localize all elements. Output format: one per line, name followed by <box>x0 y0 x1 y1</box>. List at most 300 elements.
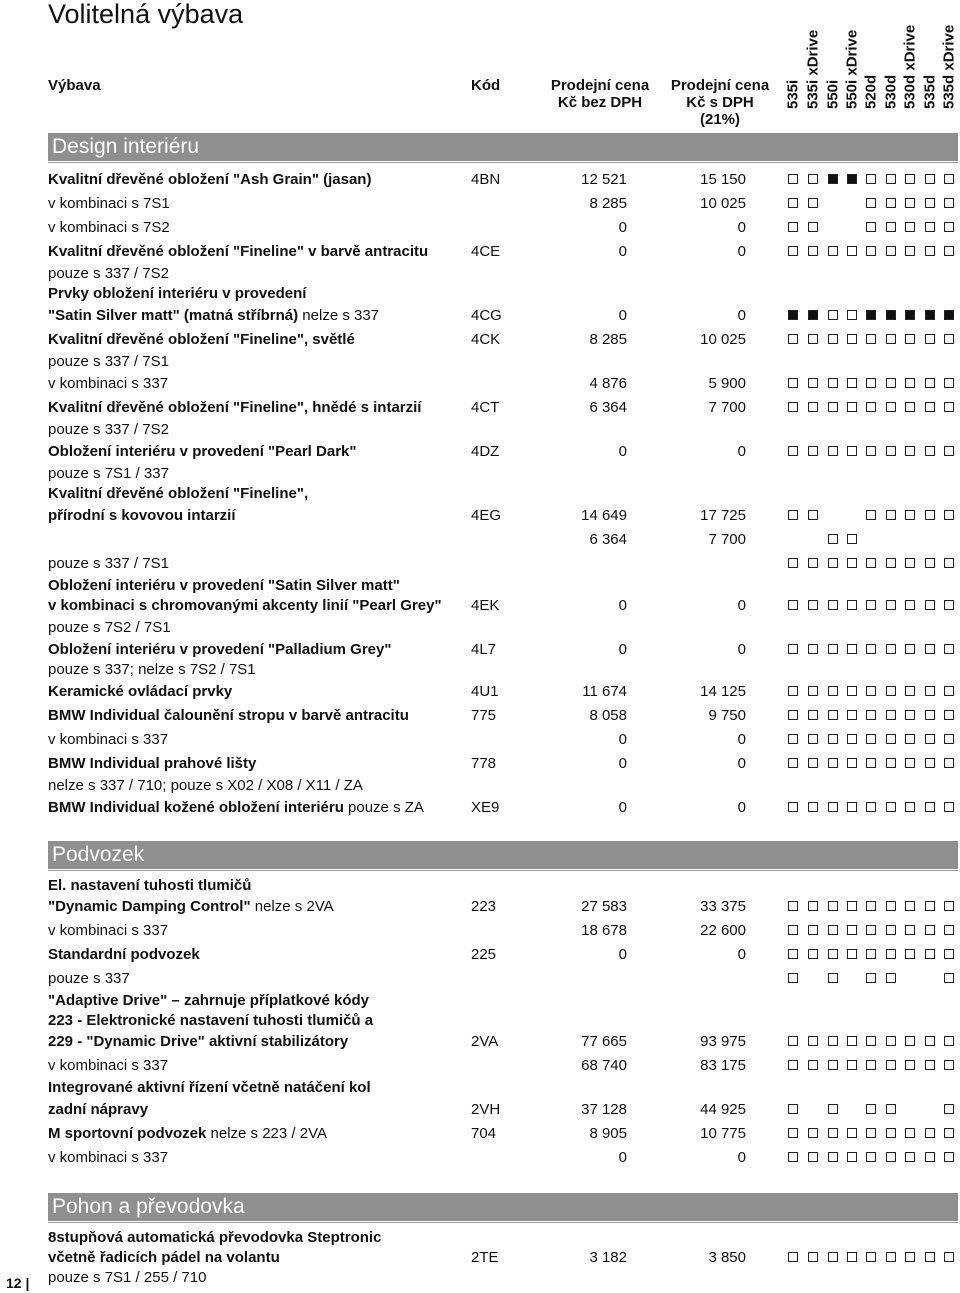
row-label-part: "Dynamic Damping Control" <box>48 898 255 915</box>
model-header-7 <box>920 26 939 126</box>
row-code: 4EG <box>471 507 502 524</box>
row-label-part: nelze s 337 / 710; pouze s X02 / X08 / X11 / ZA <box>48 777 363 794</box>
row-price-net: 14 649 <box>581 507 627 524</box>
row-price-net: 4 876 <box>589 375 627 392</box>
optional-equipment-square <box>886 334 896 344</box>
model-header-3 <box>842 26 861 126</box>
standard-equipment-square <box>886 310 896 320</box>
row-price-gross: 0 <box>737 799 746 816</box>
optional-equipment-square <box>788 901 798 911</box>
row-label <box>48 704 409 728</box>
row-label-part: přírodní s kovovou intarzií <box>48 507 236 524</box>
row-label-part: Standardní podvozek <box>48 946 200 963</box>
row-code: 223 <box>471 898 497 915</box>
header-price-gross-line3: (21%) <box>699 111 740 128</box>
row-label <box>48 616 171 640</box>
optional-equipment-square <box>866 1128 876 1138</box>
optional-equipment-square <box>886 402 896 412</box>
section-divider <box>48 162 958 163</box>
model-header-label: 530d <box>882 74 899 109</box>
row-label <box>48 418 169 442</box>
optional-equipment-square <box>905 949 915 959</box>
optional-equipment-square <box>866 1152 876 1162</box>
optional-equipment-square <box>808 446 818 456</box>
optional-equipment-square <box>828 402 838 412</box>
row-label-part: M sportovní podvozek <box>48 1125 211 1142</box>
optional-equipment-square <box>828 600 838 610</box>
optional-equipment-square <box>925 758 935 768</box>
optional-equipment-square <box>788 446 798 456</box>
row-label-part: v kombinaci s 7S1 <box>48 195 170 212</box>
model-header-label: 520d <box>862 74 879 109</box>
row-price-net: 27 583 <box>581 898 627 915</box>
table-row <box>0 304 960 328</box>
optional-equipment-square <box>788 334 798 344</box>
optional-equipment-square <box>944 1252 954 1262</box>
row-label <box>48 372 168 396</box>
row-label <box>48 728 168 752</box>
row-label-part: v kombinaci s 337 <box>48 1149 169 1166</box>
optional-equipment-square <box>905 600 915 610</box>
row-label-part: Keramické ovládací prvky <box>48 683 233 700</box>
row-price-net: 0 <box>618 597 627 614</box>
row-price-net: 0 <box>618 443 627 460</box>
optional-equipment-square <box>886 1060 896 1070</box>
optional-equipment-square <box>808 1036 818 1046</box>
row-label-part: Prvky obložení interiéru v provedení <box>48 285 307 302</box>
optional-equipment-square <box>925 334 935 344</box>
optional-equipment-square <box>944 1128 954 1138</box>
row-label <box>48 1146 168 1170</box>
row-price-gross: 5 900 <box>708 375 746 392</box>
optional-equipment-square <box>886 1152 896 1162</box>
row-price-gross: 0 <box>737 243 746 260</box>
table-row <box>0 1076 960 1100</box>
row-label-part: pouze s 337 <box>48 970 130 987</box>
optional-equipment-square <box>866 1104 876 1114</box>
optional-equipment-square <box>828 758 838 768</box>
table-row <box>0 658 960 682</box>
row-label-part: pouze s 337 / 7S2 <box>48 265 169 282</box>
row-price-gross: 0 <box>737 731 746 748</box>
optional-equipment-square <box>886 734 896 744</box>
optional-equipment-square <box>866 600 876 610</box>
optional-equipment-square <box>788 1060 798 1070</box>
row-code: 2TE <box>471 1249 499 1266</box>
row-label-part: pouze s 7S2 / 7S1 <box>48 619 171 636</box>
optional-equipment-square <box>866 510 876 520</box>
row-label <box>48 282 306 306</box>
table-row <box>0 594 960 618</box>
optional-equipment-square <box>808 1060 818 1070</box>
optional-equipment-square <box>866 1252 876 1262</box>
optional-equipment-square <box>828 710 838 720</box>
section-title: Pohon a převodovka <box>52 1195 245 1218</box>
row-price-net: 8 285 <box>589 331 627 348</box>
optional-equipment-square <box>886 246 896 256</box>
optional-equipment-square <box>866 174 876 184</box>
optional-equipment-square <box>828 446 838 456</box>
row-label-part: "Adaptive Drive" – zahrnuje příplatkové kódy <box>48 992 369 1009</box>
row-price-gross: 10 025 <box>700 195 746 212</box>
optional-equipment-square <box>788 1152 798 1162</box>
optional-equipment-square <box>847 802 857 812</box>
optional-equipment-square <box>925 644 935 654</box>
optional-equipment-square <box>944 402 954 412</box>
optional-equipment-square <box>808 510 818 520</box>
row-price-gross: 44 925 <box>700 1101 746 1118</box>
row-price-gross: 10 025 <box>700 331 746 348</box>
row-label-part: Obložení interiéru v provedení "Satin Silver matt" <box>48 577 400 594</box>
optional-equipment-square <box>828 1104 838 1114</box>
standard-equipment-square <box>828 174 838 184</box>
optional-equipment-square <box>944 198 954 208</box>
optional-equipment-square <box>828 949 838 959</box>
optional-equipment-square <box>808 378 818 388</box>
standard-equipment-square <box>866 310 876 320</box>
row-price-gross: 83 175 <box>700 1057 746 1074</box>
model-header-1 <box>803 26 822 126</box>
row-label <box>48 1009 373 1033</box>
optional-equipment-square <box>866 925 876 935</box>
row-label-part: pouze s 337 / 7S1 <box>48 353 169 370</box>
optional-equipment-square <box>788 378 798 388</box>
row-code: 4CE <box>471 243 501 260</box>
table-row <box>0 796 960 820</box>
row-label <box>48 504 236 528</box>
optional-equipment-square <box>925 198 935 208</box>
optional-equipment-square <box>847 600 857 610</box>
model-header-label: 550i <box>824 79 841 109</box>
row-label-part: v kombinaci s 337 <box>48 375 169 392</box>
header-price-net-line1: Prodejní cena <box>550 77 650 94</box>
row-label <box>48 552 169 576</box>
optional-equipment-square <box>847 1252 857 1262</box>
row-label-part: v kombinaci s 337 <box>48 1057 169 1074</box>
optional-equipment-square <box>866 901 876 911</box>
row-price-net: 8 905 <box>589 1125 627 1142</box>
optional-equipment-square <box>886 710 896 720</box>
optional-equipment-square <box>847 558 857 568</box>
header-price-net-line2: Kč bez DPH <box>557 94 643 111</box>
optional-equipment-square <box>886 222 896 232</box>
row-price-gross: 0 <box>737 1149 746 1166</box>
row-label-part: Integrované aktivní řízení včetně natáčení kol <box>48 1079 371 1096</box>
optional-equipment-square <box>788 510 798 520</box>
table-row <box>0 216 960 240</box>
row-label-part: pouze s ZA <box>348 799 424 816</box>
optional-equipment-square <box>828 1036 838 1046</box>
optional-equipment-square <box>828 334 838 344</box>
optional-equipment-square <box>788 710 798 720</box>
row-price-gross: 0 <box>737 641 746 658</box>
row-price-net: 8 058 <box>589 707 627 724</box>
optional-equipment-square <box>847 644 857 654</box>
row-price-net: 68 740 <box>581 1057 627 1074</box>
optional-equipment-square <box>847 402 857 412</box>
optional-equipment-square <box>905 446 915 456</box>
optional-equipment-square <box>847 310 857 320</box>
optional-equipment-square <box>944 1060 954 1070</box>
optional-equipment-square <box>886 446 896 456</box>
optional-equipment-square <box>944 558 954 568</box>
optional-equipment-square <box>847 1036 857 1046</box>
optional-equipment-square <box>866 378 876 388</box>
row-label-part: Kvalitní dřevěné obložení "Fineline" v barvě antracitu <box>48 243 429 260</box>
optional-equipment-square <box>828 802 838 812</box>
row-price-gross: 0 <box>737 443 746 460</box>
optional-equipment-square <box>944 510 954 520</box>
optional-equipment-square <box>925 174 935 184</box>
optional-equipment-square <box>828 734 838 744</box>
row-label-part: Kvalitní dřevěné obložení "Fineline", hnědé s intarzií <box>48 399 422 416</box>
optional-equipment-square <box>925 222 935 232</box>
optional-equipment-square <box>866 973 876 983</box>
standard-equipment-square <box>847 174 857 184</box>
row-price-net: 77 665 <box>581 1033 627 1050</box>
optional-equipment-square <box>788 1104 798 1114</box>
optional-equipment-square <box>944 758 954 768</box>
optional-equipment-square <box>925 1252 935 1262</box>
optional-equipment-square <box>944 949 954 959</box>
optional-equipment-square <box>905 222 915 232</box>
optional-equipment-square <box>944 1036 954 1046</box>
optional-equipment-square <box>808 174 818 184</box>
optional-equipment-square <box>925 378 935 388</box>
row-label <box>48 943 200 967</box>
optional-equipment-square <box>905 901 915 911</box>
row-code: 4EK <box>471 597 500 614</box>
optional-equipment-square <box>828 246 838 256</box>
table-row <box>0 919 960 943</box>
row-price-net: 0 <box>618 731 627 748</box>
optional-equipment-square <box>866 686 876 696</box>
optional-equipment-square <box>808 334 818 344</box>
optional-equipment-square <box>886 1128 896 1138</box>
table-row <box>0 752 960 776</box>
optional-equipment-square <box>828 644 838 654</box>
optional-equipment-square <box>808 1252 818 1262</box>
section-header <box>48 841 958 869</box>
optional-equipment-square <box>905 198 915 208</box>
optional-equipment-square <box>944 600 954 610</box>
row-label-part: Kvalitní dřevěné obložení "Fineline", světlé <box>48 331 355 348</box>
section-divider <box>48 1222 958 1223</box>
row-label <box>48 967 130 991</box>
optional-equipment-square <box>905 558 915 568</box>
row-label <box>48 594 442 618</box>
optional-equipment-square <box>808 246 818 256</box>
optional-equipment-square <box>828 378 838 388</box>
row-price-gross: 0 <box>737 946 746 963</box>
optional-equipment-square <box>866 758 876 768</box>
model-header-label: 535i <box>784 79 801 109</box>
row-label-part: pouze s 337; nelze s 7S2 / 7S1 <box>48 661 256 678</box>
optional-equipment-square <box>847 1152 857 1162</box>
row-label <box>48 168 371 192</box>
optional-equipment-square <box>925 949 935 959</box>
page-number: 12 | <box>6 1275 30 1291</box>
row-code: 4U1 <box>471 683 499 700</box>
optional-equipment-square <box>788 758 798 768</box>
row-label-part: zadní nápravy <box>48 1101 149 1118</box>
optional-equipment-square <box>886 686 896 696</box>
optional-equipment-square <box>886 198 896 208</box>
optional-equipment-square <box>944 222 954 232</box>
optional-equipment-square <box>886 510 896 520</box>
optional-equipment-square <box>788 198 798 208</box>
table-row <box>0 616 960 640</box>
optional-equipment-square <box>847 758 857 768</box>
table-row <box>0 528 960 552</box>
optional-equipment-square <box>808 802 818 812</box>
row-price-net: 0 <box>618 799 627 816</box>
optional-equipment-square <box>788 1252 798 1262</box>
optional-equipment-square <box>886 973 896 983</box>
row-label <box>48 482 308 506</box>
optional-equipment-square <box>905 246 915 256</box>
optional-equipment-square <box>828 1128 838 1138</box>
row-label <box>48 774 363 798</box>
optional-equipment-square <box>866 1060 876 1070</box>
page-title: Volitelná výbava <box>48 0 244 29</box>
optional-equipment-square <box>866 222 876 232</box>
optional-equipment-square <box>828 534 838 544</box>
row-label <box>48 304 379 328</box>
row-price-gross: 33 375 <box>700 898 746 915</box>
optional-equipment-square <box>788 925 798 935</box>
optional-equipment-square <box>847 949 857 959</box>
optional-equipment-square <box>828 925 838 935</box>
row-price-gross: 93 975 <box>700 1033 746 1050</box>
optional-equipment-square <box>828 1152 838 1162</box>
optional-equipment-square <box>788 686 798 696</box>
optional-equipment-square <box>886 758 896 768</box>
table-row <box>0 504 960 528</box>
optional-equipment-square <box>925 510 935 520</box>
optional-equipment-square <box>944 378 954 388</box>
optional-equipment-square <box>944 446 954 456</box>
row-price-gross: 14 125 <box>700 683 746 700</box>
optional-equipment-square <box>886 925 896 935</box>
model-header-label: 535d xDrive <box>940 24 957 109</box>
row-label-part: 8stupňová automatická převodovka Steptronic <box>48 1229 382 1246</box>
table-row <box>0 1146 960 1170</box>
optional-equipment-square <box>847 925 857 935</box>
row-code: 778 <box>471 755 497 772</box>
optional-equipment-square <box>944 1104 954 1114</box>
row-label-part: pouze s 7S1 / 337 <box>48 465 169 482</box>
optional-equipment-square <box>788 1128 798 1138</box>
row-label-part: BMW Individual prahové lišty <box>48 755 257 772</box>
optional-equipment-square <box>886 174 896 184</box>
row-label-part: v kombinaci s chromovanými akcenty linií "Pearl Grey" <box>48 597 442 614</box>
row-price-gross: 17 725 <box>700 507 746 524</box>
table-row <box>0 552 960 576</box>
optional-equipment-square <box>905 174 915 184</box>
optional-equipment-square <box>866 198 876 208</box>
optional-equipment-square <box>866 644 876 654</box>
row-price-gross: 15 150 <box>700 171 746 188</box>
optional-equipment-square <box>788 734 798 744</box>
optional-equipment-square <box>905 686 915 696</box>
optional-equipment-square <box>886 949 896 959</box>
optional-equipment-square <box>905 644 915 654</box>
standard-equipment-square <box>905 310 915 320</box>
optional-equipment-square <box>944 334 954 344</box>
row-price-gross: 7 700 <box>708 399 746 416</box>
row-label-part: Kvalitní dřevěné obložení "Fineline", <box>48 485 309 502</box>
optional-equipment-square <box>866 802 876 812</box>
row-label-part: v kombinaci s 337 <box>48 731 169 748</box>
row-label <box>48 216 170 240</box>
row-code: XE9 <box>471 799 500 816</box>
section-title: Design interiéru <box>52 135 200 158</box>
optional-equipment-square <box>866 1036 876 1046</box>
optional-equipment-square <box>925 802 935 812</box>
optional-equipment-square <box>905 734 915 744</box>
optional-equipment-square <box>905 1128 915 1138</box>
optional-equipment-square <box>886 1104 896 1114</box>
row-price-gross: 7 700 <box>708 531 746 548</box>
row-label-part: včetně řadicích pádel na volantu <box>48 1249 280 1266</box>
row-code: 4CT <box>471 399 500 416</box>
table-row <box>0 874 960 898</box>
optional-equipment-square <box>886 1036 896 1046</box>
optional-equipment-square <box>905 378 915 388</box>
table-row <box>0 943 960 967</box>
row-price-net: 8 285 <box>589 195 627 212</box>
optional-equipment-square <box>905 1036 915 1046</box>
row-label <box>48 1054 168 1078</box>
row-price-net: 0 <box>618 1149 627 1166</box>
row-price-net: 0 <box>618 755 627 772</box>
row-price-net: 37 128 <box>581 1101 627 1118</box>
optional-equipment-square <box>828 901 838 911</box>
row-label <box>48 192 170 216</box>
row-code: 225 <box>471 946 497 963</box>
row-price-net: 11 674 <box>582 683 627 700</box>
optional-equipment-square <box>925 686 935 696</box>
model-header-8 <box>939 26 958 126</box>
optional-equipment-square <box>925 1152 935 1162</box>
optional-equipment-square <box>866 949 876 959</box>
row-label-part: pouze s 7S1 / 255 / 710 <box>48 1269 207 1286</box>
header-price-net <box>540 77 660 111</box>
optional-equipment-square <box>925 446 935 456</box>
row-code: 2VA <box>471 1033 499 1050</box>
optional-equipment-square <box>847 710 857 720</box>
row-price-net: 18 678 <box>581 922 627 939</box>
row-price-net: 0 <box>618 307 627 324</box>
optional-equipment-square <box>847 686 857 696</box>
row-label <box>48 350 169 374</box>
row-price-net: 0 <box>618 946 627 963</box>
row-label <box>48 440 356 464</box>
optional-equipment-square <box>925 1128 935 1138</box>
optional-equipment-square <box>808 1152 818 1162</box>
table-row <box>0 482 960 506</box>
row-label <box>48 658 256 682</box>
optional-equipment-square <box>886 1252 896 1262</box>
table-row <box>0 728 960 752</box>
optional-equipment-square <box>808 734 818 744</box>
section-header <box>48 133 958 161</box>
table-row <box>0 168 960 192</box>
row-price-net: 3 182 <box>589 1249 627 1266</box>
row-label <box>48 874 251 898</box>
header-price-gross <box>660 77 780 128</box>
